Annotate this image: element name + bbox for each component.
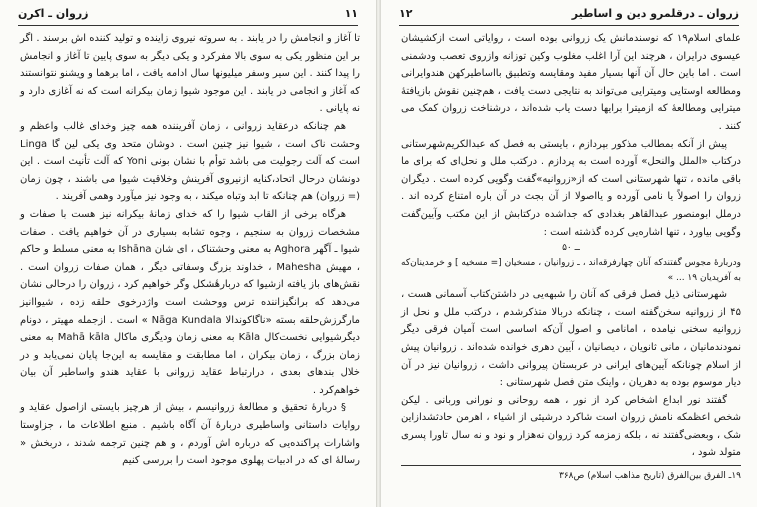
paragraph: هم چنانکه درعقاید زروانی ، زمان آفریننده همه چیز وخدای غالب واعظم و وحشت ناک است ، شیوا نیز چنین است . دوشان متحد وی یکی لین گا Linga است که آلت رجولیت می باشد توأم با نشان بونی Yoni که آلت تأنیث است . این دونشان درحال اتحاد،کنایه ازنیروی آفرینش وخلاقیت شیوا می باشند ، چون زمان (= زروان) هم چنانکه تا ابد وتباه میکند ، به وجود نیز میآورد وهمی آفریند . (20, 120, 360, 203)
header-rule (399, 25, 739, 26)
quoted-footnote: ودربارهٔ مجوس گفتندکه آنان چهارفرقه‌اند ، ـ زروانیان ، مسخیان [= مسخیه ] و خرمدینان‌که به آفریدیان ۱۹ ... » (401, 258, 741, 284)
paragraph: تا آغاز و انجامش را در یابند . به سروته نیروی زاینده و تولید کننده اش برسند . اگر بر این منظور یکی به سوی بالا مفرکرد و یکی دیگر به سوی پایین تا آغاز و انجامش را پیدا کنند . این سیر وسفر میلیونها سال ادامه یافت ، اما برهما و ویشنو نتوانستند که آغاز و انجامی در یابند . این موجود شیوا زمان بیکرانه است که نه آغازی دارد و نه پایانی . (20, 33, 360, 115)
paragraph: § دربارهٔ تحقیق و مطالعهٔ زروانیسم ، بیش از هرچیز بایستی ازاصول عقاید و روایات داستانی واساطیری دربارهٔ آن آگاه باشیم . منبع اطلاعات ما ، جزاوستا واشارات پراکنده‌یی که درباره اش آوردم ، و هم چنین ترجمه شدند ، دربخش « رسالهٔ ای که در ادبیات پهلوی موجود است را بررسی کنیم (20, 402, 360, 467)
right-page-header (399, 4, 739, 26)
section-divider: ــ ۵۰ (562, 243, 580, 254)
paragraph: پیش از آنکه بمطالب مذکور بپردازم ، بایستی به فصل که عبدالکریم‌شهرستانی درکتاب «الملل والنحل» آورده است به پردازم . درکتب ملل و نحل‌ای که برای ما باقی مانده ، تنها شهرستانی است که از«زروانیه»گفت وگویی کرده است . دیگران زروان را اصولاً یا نامی آورده و یااصولا از آن بجث در آن باره امتناع کرده اند . درملل ابومنصور عبدالقاهر بغدادی که جداشده درکتابش از این مکتب وآیین‌گفت وگویی بیاورد ، تنها اشاره‌یی کرده گذشته است : (401, 138, 741, 238)
paragraph: هرگاه برخی از القاب شیوا را که خدای زمانهٔ بیکرانه نیز هست با صفات و مشخصات زروان به سنجیم ، وجوه تشابه بسیاری در آن خواهیم یافت . صفات شیوا ـ آگهر Aghora به معنی وحشتناک ، ای شان Ishāna به معنی مسلط و حاکم ، مهیش Mahesha ، خداوند بزرگ وسفاتی دیگر ، همان صفات زروان است . نقش‌های باز یافته ازشیوا که دربارهٔشکل وگر خواهیم کرد ، زروان را درحالی نشان می‌دهد که برانگیزاننده ترس ووحشت است واژدرخوی حلقه زده ، شیواانیز مارگرزش‌حلقه بسته «ناگاکوندالا Nāga Kundala » است . ازجمله مهیتر ، دونام دیگرشیوایی نخست‌کال Kāla به معنی زمان ودیگری ماکال Mahā kāla به معنی زمان بزرگ ، زمان بیکران ، اما مطابقت و مقایسه به این‌جا پایان نمی‌یابد و در خلال بندهای بعدی ، درارتباط عقاید زروانی با عقاید هندو واساطیر آن بیان خواهم‌کرد . (20, 208, 360, 396)
page-number: ۱۲ (399, 7, 413, 20)
running-title: زروان ـ اکرن (18, 7, 89, 20)
footnote: ۱۹ـ الفرق بین‌الفرق (تاریخ مذاهب اسلام) ص۳۶۸ (559, 471, 741, 482)
right-page-body (401, 30, 741, 484)
left-page-body (20, 30, 360, 470)
left-page-header (18, 4, 358, 26)
paragraph: گفتند نور ابداع اشخاص کرد از نور ، همه روحانی و نورانی وربانی . لیکن شخص اعظمکه نامش زروان است شاکرد درشیئی از اشیاء ، اهرمن حادثشدازاین شک ، وبعضی‌گفتند نه ، بلکه زمزمه کرد زروان نه‌هزار و نود و نه سال تاورا پسری متولد شود ، (401, 394, 741, 459)
left-page (0, 0, 376, 507)
footnote-rule (401, 465, 741, 466)
running-title: زروان ـ درقلمرو دین و اساطیر (571, 7, 739, 20)
paragraph: علمای اسلام۱۹ که نوسندمانش یک زروانی بوده است ، روایاتی است ازکشیشان عیسوی درایران ، هرچند این آرا اغلب مغلوب وکین توزانه وازروی تعصب ودشمنی است . اما باین حال آن آنها بسیار مفید ومقایسه وتطبیق بااساطیرکهن هندوایرانی ومطالعه اوستایی ومیترایی می‌تواند به نتایجی دست یافت ، هم‌چنین نقوش بازیافتهٔ میترایی ومطالعهٔ که ازمیترا برایها دست یاب شده‌اند ، درشناخت زروان کمک می کنند . (401, 33, 741, 132)
page-number: ۱۱ (344, 7, 358, 20)
right-page (381, 0, 757, 507)
paragraph: شهرستانی ذیل فصل فرقی که آنان را شبهه‌یی در داشتن‌کتاب آسمانی هست ، ۴۵ از زروانیه سخن‌گفته است ، چنانکه دربالا متذکرشدم ، درکتب ملل و نحل از زروانیه سخنی نیامده ، امانامی و اصول آن‌که اساسی است آمیان فرقی دیگر نمودندمانیان ، مانی ثانویان ، دیصانیان ، آیین دهری خوانده شده‌اند . زروانیان پیش از اسلام چونانکه آیین‌های ایرانی در عربستان پیروانی داشت ، زروانیان نیز در آن دیار موسوم بوده به دهریان ، واینک متن فصل شهرستانی : (401, 289, 741, 389)
header-rule (18, 25, 358, 26)
